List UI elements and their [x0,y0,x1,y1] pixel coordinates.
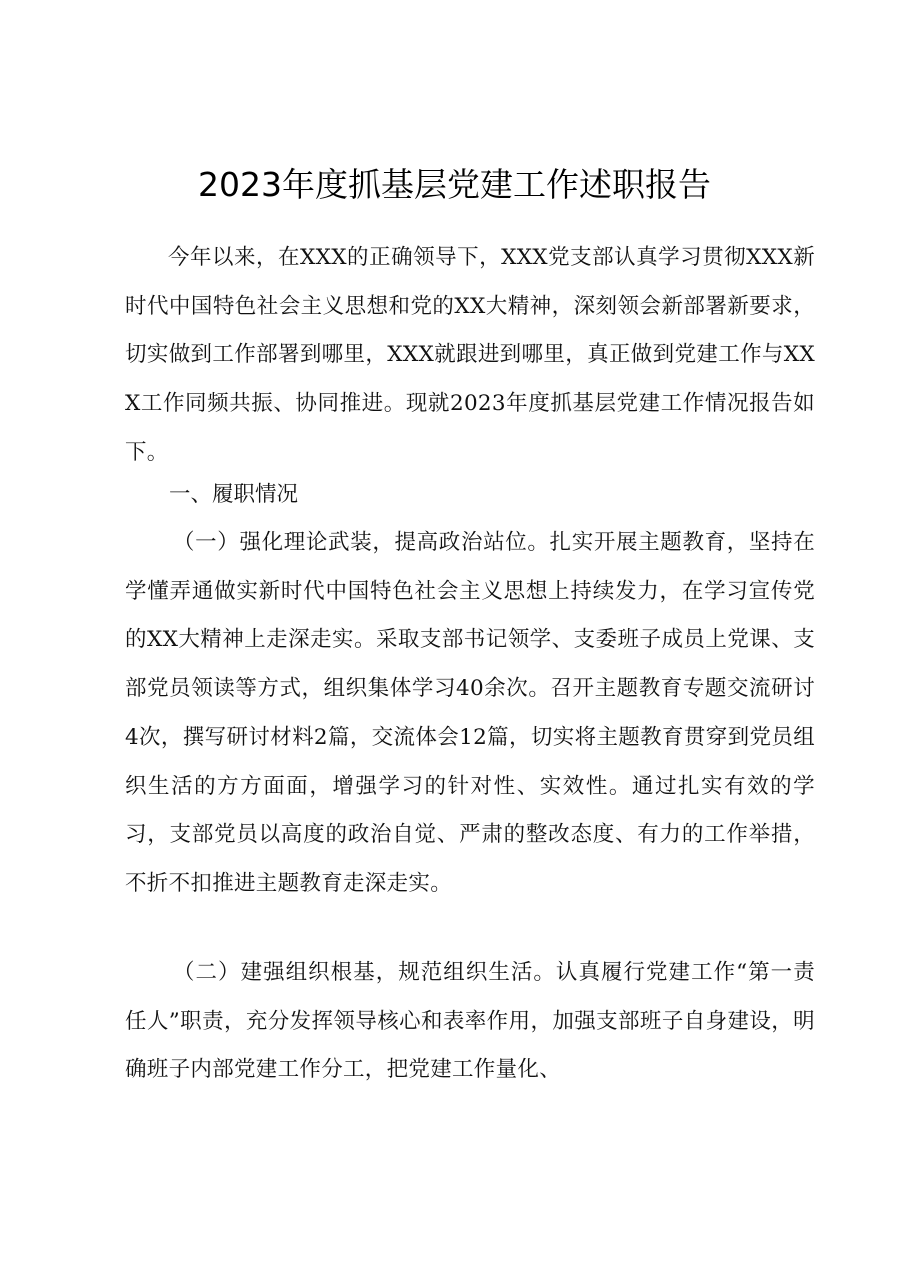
item-one-paragraph: （一）强化理论武装，提高政治站位。扎实开展主题教育，坚持在学懂弄通做实新时代中国特色社会主义思想上持续发力，在学习宣传党的XX大精神上走深走实。采取支部书记领学、支委班子成员上党课、支部党员领读等方式，组织集体学习40余次。召开主题教育专题交流研讨4次，撰写研讨材料2篇，交流体会12篇，切实将主题教育贯穿到党员组织生活的方方面面，增强学习的针对性、实效性。通过扎实有效的学习，支部党员以高度的政治自觉、严肃的整改态度、有力的工作举措，不折不扣推进主题教育走深走实。 [125,530,815,896]
section-heading: 一、履职情况 [169,482,299,507]
document-title: 2023年度抓基层党建工作述职报告 [198,165,711,204]
intro-paragraph: 今年以来，在XXX的正确领导下，XXX党支部认真学习贯彻XXX新时代中国特色社会主义思想和党的XX大精神，深刻领会新部署新要求，切实做到工作部署到哪里，XXX就跟进到哪里，真正做到党建工作与XXX工作同频共振、协同推进。现就2023年度抓基层党建工作情况报告如下。 [125,245,815,465]
item-two-paragraph: （二）建强组织根基，规范组织生活。认真履行党建工作“第一责任人”职责，充分发挥领导核心和表率作用，加强支部班子自身建设，明确班子内部党建工作分工，把党建工作量化、 [125,960,815,1083]
